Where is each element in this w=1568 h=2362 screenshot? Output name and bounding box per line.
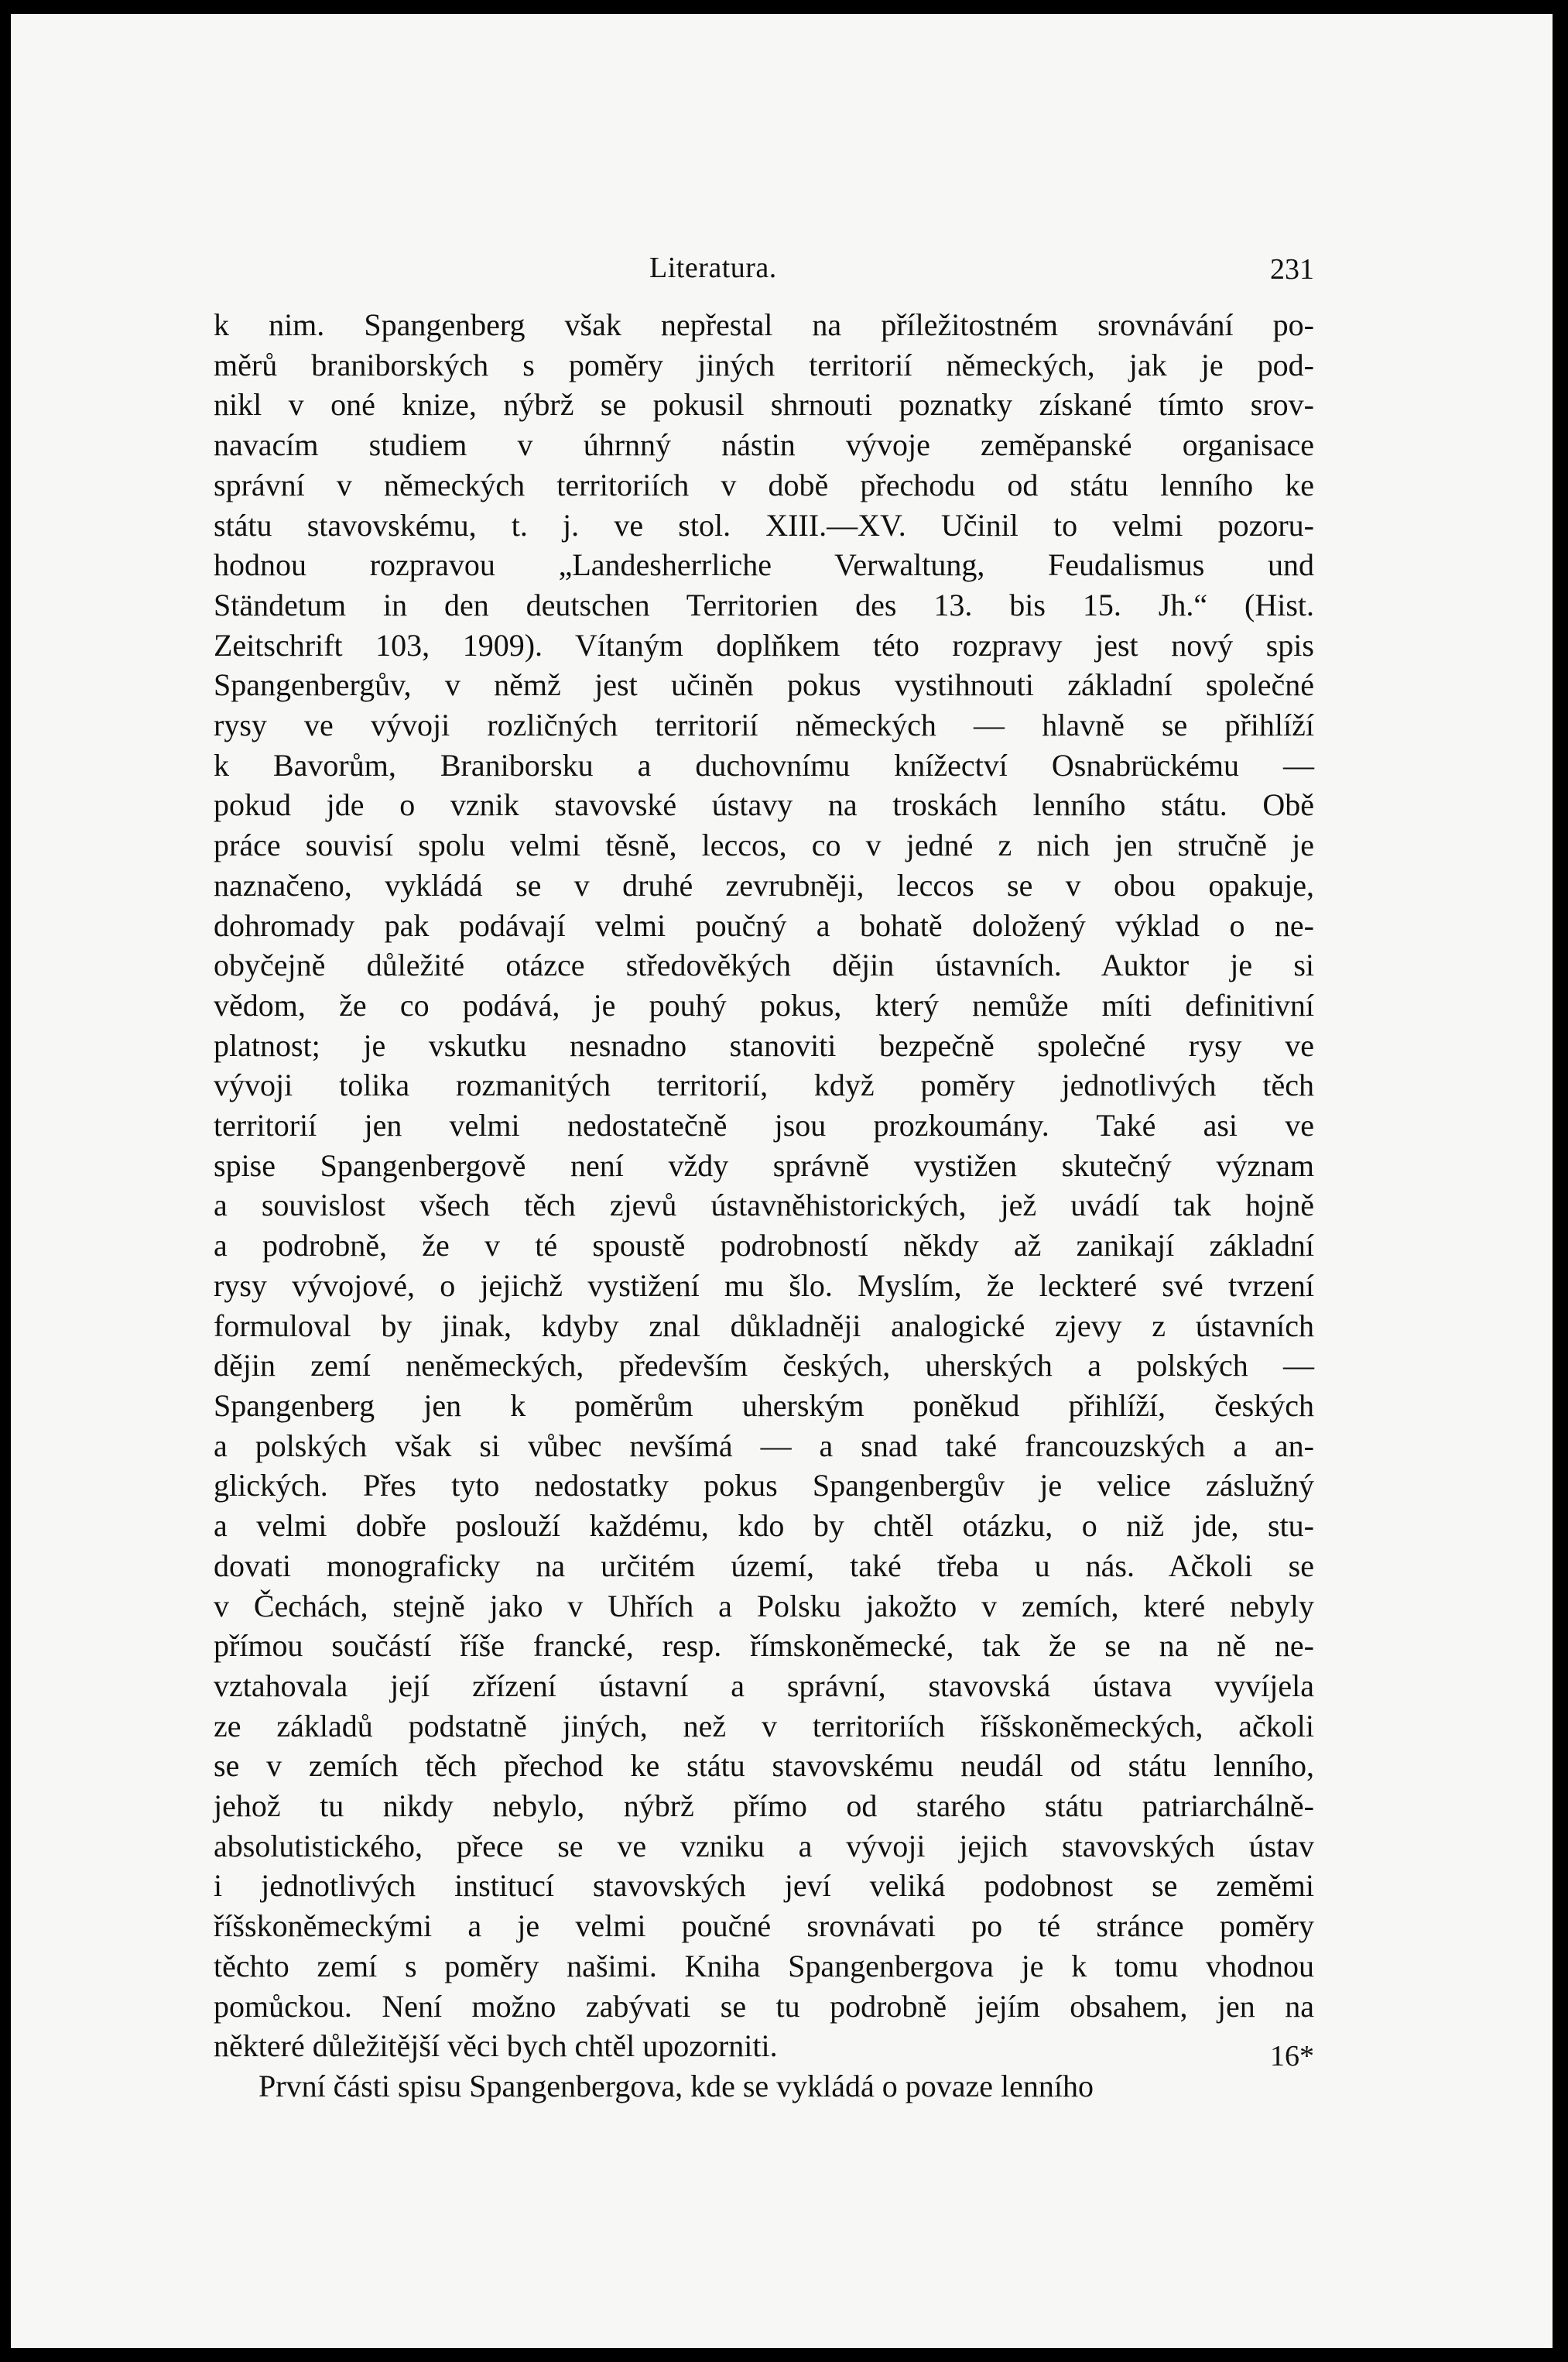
text-line: navacím studiem v úhrnný nástin vývoje zeměpanské organisace	[214, 427, 1314, 463]
text-line: spise Spangenbergově není vždy správně vystižen skutečný význam	[214, 1147, 1314, 1183]
text-line: absolutistického, přece se ve vzniku a vývoji jejich stavovských ústav	[214, 1828, 1314, 1863]
text-line: přímou součástí říše francké, resp. římskoněmecké, tak že se na ně ne-	[214, 1628, 1314, 1664]
text-line: naznačeno, vykládá se v druhé zevrubněji, leccos se v obou opakuje,	[214, 867, 1314, 903]
text-line: státu stavovskému, t. j. ve stol. XIII.—XV. Učinil to velmi pozoru-	[214, 507, 1314, 543]
text-line: práce souvisí spolu velmi těsně, leccos, co v jedné z nich jen stručně je	[214, 828, 1314, 863]
text-line: Zeitschrift 103, 1909). Vítaným doplňkem této rozpravy jest nový spis	[214, 627, 1314, 663]
text-line: k nim. Spangenberg však nepřestal na příležitostném srovnávání po-	[214, 307, 1314, 342]
text-line: territorií jen velmi nedostatečně jsou prozkoumány. Také asi ve	[214, 1108, 1314, 1143]
running-head	[214, 242, 1314, 293]
text-line: a podrobně, že v té spoustě podrobností někdy až zanikají základní	[214, 1228, 1314, 1263]
text-line: vědom, že co podává, je pouhý pokus, který nemůže míti definitivní	[214, 987, 1314, 1023]
body-text	[214, 305, 1314, 2107]
text-line: dovati monograficky na určitém území, také třeba u nás. Ačkoli se	[214, 1548, 1314, 1583]
text-line: pokud jde o vznik stavovské ústavy na troskách lenního státu. Obě	[214, 787, 1314, 823]
text-line: a velmi dobře poslouží každému, kdo by chtěl otázku, o niž jde, stu-	[214, 1508, 1314, 1544]
text-line: říšskoněmeckými a je velmi poučné srovnávati po té stránce poměry	[214, 1908, 1314, 1944]
text-line: formuloval by jinak, kdyby znal důkladněji analogické zjevy z ústavních	[214, 1308, 1314, 1343]
text-line: rysy ve vývoji rozličných territorií německých — hlavně se přihlíží	[214, 708, 1314, 743]
text-line: platnost; je vskutku nesnadno stanoviti bezpečně společné rysy ve	[214, 1027, 1314, 1063]
text-line: vývoji tolika rozmanitých territorií, když poměry jednotlivých těch	[214, 1068, 1314, 1103]
running-title: Literatura.	[649, 252, 777, 284]
text-line: nikl v oné knize, nýbrž se pokusil shrnouti poznatky získané tímto srov-	[214, 387, 1314, 423]
text-line: Spangenberg jen k poměrům uherským poněkud přihlíží, českých	[214, 1387, 1314, 1423]
text-line: k Bavorům, Braniborsku a duchovnímu knížectví Osnabrückému —	[214, 747, 1314, 783]
text-line: glických. Přes tyto nedostatky pokus Spangenbergův je velice záslužný	[214, 1468, 1314, 1503]
text-line: Spangenbergův, v němž jest učiněn pokus vystihnouti základní společné	[214, 667, 1314, 703]
text-line: a polských však si vůbec nevšímá — a snad také francouzských a an-	[214, 1428, 1314, 1463]
text-line: těchto zemí s poměry našimi. Kniha Spangenbergova je k tomu vhodnou	[214, 1948, 1314, 1983]
text-line: jehož tu nikdy nebylo, nýbrž přímo od starého státu patriarchálně-	[214, 1788, 1314, 1824]
text-line: ze základů podstatně jiných, než v territoriích říšskoněmeckých, ačkoli	[214, 1708, 1314, 1743]
text-line: hodnou rozpravou „Landesherrliche Verwaltung, Feudalismus und	[214, 547, 1314, 583]
text-line: vztahovala její zřízení ústavní a správní, stavovská ústava vyvíjela	[214, 1668, 1314, 1703]
text-line: některé důležitější věci bych chtěl upozorniti.	[214, 2028, 778, 2064]
book-page	[11, 14, 1553, 2348]
page-content	[214, 242, 1314, 2107]
text-line: obyčejně důležité otázce středověkých dějin ústavních. Auktor je si	[214, 948, 1314, 983]
text-line: se v zemích těch přechod ke státu stavovskému neudál od státu lenního,	[214, 1748, 1314, 1784]
text-line: v Čechách, stejně jako v Uhřích a Polsku jakožto v zemích, které nebyly	[214, 1588, 1314, 1623]
text-line: i jednotlivých institucí stavovských jeví veliká podobnost se zeměmi	[214, 1868, 1314, 1904]
text-line: dohromady pak podávají velmi poučný a bohatě doložený výklad o ne-	[214, 907, 1314, 943]
signature-mark: 16*	[1270, 2040, 1314, 2072]
text-line: měrů braniborských s poměry jiných territorií německých, jak je pod-	[214, 347, 1314, 382]
text-line: pomůckou. Není možno zabývati se tu podrobně jejím obsahem, jen na	[214, 1988, 1314, 2024]
text-line: a souvislost všech těch zjevů ústavněhistorických, jež uvádí tak hojně	[214, 1188, 1314, 1223]
page-number: 231	[1270, 253, 1314, 286]
text-line: dějin zemí neněmeckých, především českých, uherských a polských —	[214, 1348, 1314, 1383]
text-line: rysy vývojové, o jejichž vystižení mu šlo. Myslím, že leckteré své tvrzení	[214, 1267, 1314, 1303]
text-line: První části spisu Spangenbergova, kde se vykládá o povaze lenního	[258, 2068, 1094, 2103]
text-line: správní v německých territoriích v době přechodu od státu lenního ke	[214, 467, 1314, 502]
text-line: Ständetum in den deutschen Territorien des 13. bis 15. Jh.“ (Hist.	[214, 587, 1314, 622]
